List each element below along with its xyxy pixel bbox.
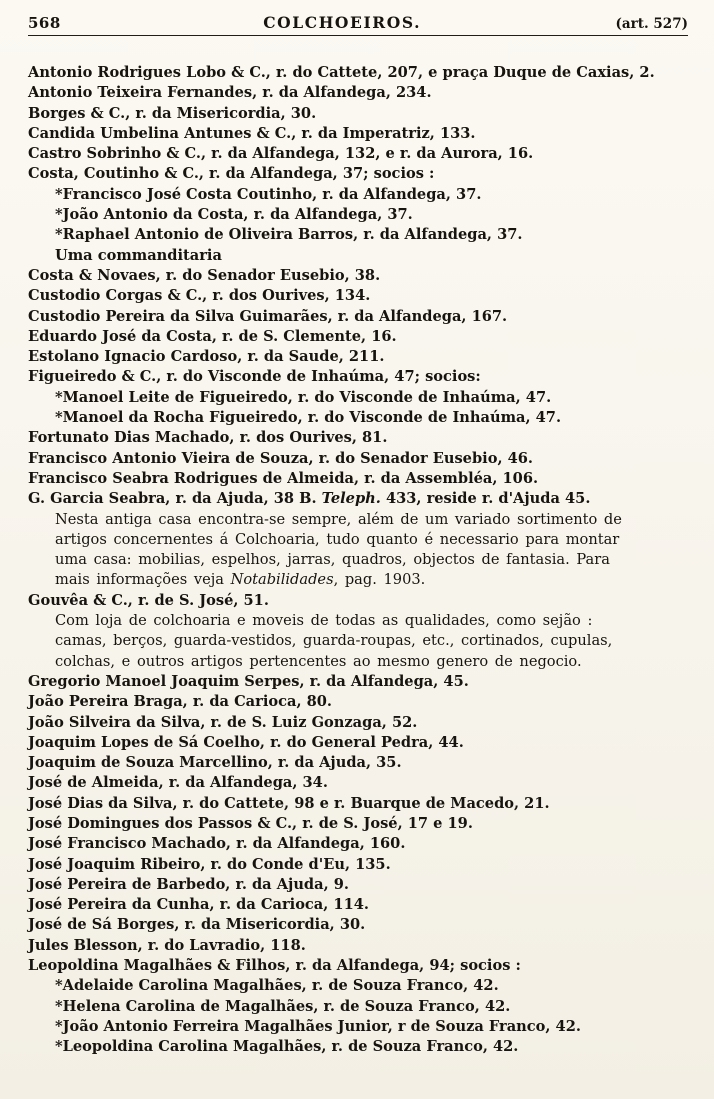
line-text: Com loja de colchoaria e moveis de todas as qualidades, como sejão : xyxy=(55,612,593,630)
listing-line xyxy=(28,713,688,733)
line-text: José de Almeida, r. da Alfandega, 34. xyxy=(28,774,328,792)
line-text: José Dias da Silva, r. do Cattete, 98 e r. Buarque de Macedo, 21. xyxy=(28,794,550,812)
listing-line xyxy=(28,855,688,875)
listing-line xyxy=(28,997,688,1017)
line-text: uma casa: mobilias, espelhos, jarras, quadros, objectos de fantasia. Para xyxy=(55,551,610,569)
listing-line xyxy=(28,449,688,469)
line-text: *Francisco José Costa Coutinho, r. da Alfandega, 37. xyxy=(55,185,482,203)
listing-line xyxy=(28,510,688,530)
listing-line xyxy=(28,672,688,692)
listing-line xyxy=(28,733,688,753)
line-text: Candida Umbelina Antunes & C., r. da Imperatriz, 133. xyxy=(28,124,476,142)
listing-line xyxy=(28,286,688,306)
listing-line xyxy=(28,428,688,448)
line-text: artigos concernentes á Colchoaria, tudo quanto é necessario para montar xyxy=(55,530,620,548)
listing-line xyxy=(28,124,688,144)
line-text: Eduardo José da Costa, r. de S. Clemente, 16. xyxy=(28,327,397,345)
line-text: José Domingues dos Passos & C., r. de S. José, 17 e 19. xyxy=(28,814,473,832)
line-text: Custodio Pereira da Silva Guimarães, r. da Alfandega, 167. xyxy=(28,307,508,325)
line-text: Gouvêa & C., r. de S. José, 51. xyxy=(28,591,269,609)
line-text: José Pereira de Barbedo, r. da Ajuda, 9. xyxy=(28,875,349,893)
listing-line xyxy=(28,185,688,205)
listing-line xyxy=(28,327,688,347)
line-text: Costa, Coutinho & C., r. da Alfandega, 37; socios : xyxy=(28,165,435,183)
line-text: Antonio Teixeira Fernandes, r. da Alfandega, 234. xyxy=(28,84,432,102)
line-text: Figueiredo & C., r. do Visconde de Inhaúma, 47; socios: xyxy=(28,368,481,386)
listing-line xyxy=(28,469,688,489)
line-text: Francisco Seabra Rodrigues de Almeida, r. da Assembléa, 106. xyxy=(28,469,539,487)
line-text: mais informações veja xyxy=(55,571,231,589)
line-text: G. Garcia Seabra, r. da Ajuda, 38 B. xyxy=(28,490,322,508)
listing-line xyxy=(28,1037,688,1057)
listing-line xyxy=(28,753,688,773)
listing-line xyxy=(28,266,688,286)
line-text: *João Antonio da Costa, r. da Alfandega, 37. xyxy=(55,206,413,224)
line-text: Nesta antiga casa encontra-se sempre, além de um variado sortimento de xyxy=(55,510,622,528)
listing-line xyxy=(28,834,688,854)
listing-line xyxy=(28,652,688,672)
line-text: João Pereira Braga, r. da Carioca, 80. xyxy=(28,693,333,711)
page-title: COLCHOEIROS. xyxy=(263,13,422,32)
line-text: Antonio Rodrigues Lobo & C., r. do Cattete, 207, e praça Duque de Caxias, 2. xyxy=(28,64,655,81)
listing-line xyxy=(28,814,688,834)
line-text: *Adelaide Carolina Magalhães, r. de Souza Franco, 42. xyxy=(55,977,499,995)
listing-line xyxy=(28,936,688,956)
line-text: *João Antonio Ferreira Magalhães Junior, r de Souza Franco, 42. xyxy=(55,1017,581,1035)
listing-line xyxy=(28,164,688,184)
article-ref: (art. 527) xyxy=(615,16,688,32)
listing-line xyxy=(28,104,688,124)
directory-listing xyxy=(28,63,688,1058)
line-text: Jules Blesson, r. do Lavradio, 118. xyxy=(28,936,306,954)
listing-line xyxy=(28,1017,688,1037)
listing-line xyxy=(28,550,688,570)
listing-line xyxy=(28,692,688,712)
line-text-italic: Teleph. xyxy=(321,490,381,508)
line-text: José Joaquim Ribeiro, r. do Conde d'Eu, 135. xyxy=(28,855,391,873)
listing-line xyxy=(28,773,688,793)
line-text: Joaquim Lopes de Sá Coelho, r. do General Pedra, 44. xyxy=(28,733,464,751)
listing-line xyxy=(28,225,688,245)
listing-line xyxy=(28,347,688,367)
page-header xyxy=(28,13,688,32)
listing-line xyxy=(28,956,688,976)
line-text: Fortunato Dias Machado, r. dos Ourives, 81. xyxy=(28,429,388,447)
listing-line xyxy=(28,63,688,83)
listing-line xyxy=(28,895,688,915)
listing-line xyxy=(28,915,688,935)
listing-line xyxy=(28,530,688,550)
listing-line xyxy=(28,591,688,611)
line-text: Leopoldina Magalhães & Filhos, r. da Alfandega, 94; socios : xyxy=(28,957,521,975)
line-text: Francisco Antonio Vieira de Souza, r. do Senador Eusebio, 46. xyxy=(28,449,534,467)
line-text: colchas, e outros artigos pertencentes ao mesmo genero de negocio. xyxy=(55,652,582,670)
listing-line xyxy=(28,570,688,590)
listing-line xyxy=(28,489,688,509)
listing-line xyxy=(28,408,688,428)
header-rule xyxy=(28,35,688,36)
listing-line xyxy=(28,794,688,814)
line-text: Joaquim de Souza Marcellino, r. da Ajuda, 35. xyxy=(28,754,402,772)
listing-line xyxy=(28,875,688,895)
line-text: *Raphael Antonio de Oliveira Barros, r. da Alfandega, 37. xyxy=(55,226,523,244)
listing-line xyxy=(28,367,688,387)
listing-line xyxy=(28,205,688,225)
line-text: *Leopoldina Carolina Magalhães, r. de Souza Franco, 42. xyxy=(55,1038,519,1056)
line-text: *Manoel da Rocha Figueiredo, r. do Visconde de Inhaúma, 47. xyxy=(55,409,562,427)
listing-line xyxy=(28,631,688,651)
line-text: Borges & C., r. da Misericordia, 30. xyxy=(28,104,317,122)
line-text: Estolano Ignacio Cardoso, r. da Saude, 211. xyxy=(28,348,385,366)
line-text: José de Sá Borges, r. da Misericordia, 30. xyxy=(28,916,366,934)
listing-line xyxy=(28,246,688,266)
line-text: Gregorio Manoel Joaquim Serpes, r. da Alfandega, 45. xyxy=(28,672,469,690)
listing-line xyxy=(28,83,688,103)
line-text: Custodio Corgas & C., r. dos Ourives, 134. xyxy=(28,287,371,305)
line-text: camas, berços, guarda-vestidos, guarda-roupas, etc., cortinados, cupulas, xyxy=(55,632,613,650)
line-text: Castro Sobrinho & C., r. da Alfandega, 132, e r. da Aurora, 16. xyxy=(28,145,534,163)
line-text: José Francisco Machado, r. da Alfandega, 160. xyxy=(28,835,406,853)
line-text: José Pereira da Cunha, r. da Carioca, 114. xyxy=(28,896,369,914)
line-text: , pag. 1903. xyxy=(333,571,426,589)
line-text-italic: Notabilidades xyxy=(230,571,334,589)
line-text: João Silveira da Silva, r. de S. Luiz Gonzaga, 52. xyxy=(28,713,418,731)
line-text: 433, reside r. d'Ajuda 45. xyxy=(380,490,591,508)
listing-line xyxy=(28,307,688,327)
listing-line xyxy=(28,388,688,408)
listing-line xyxy=(28,144,688,164)
listing-line xyxy=(28,976,688,996)
page-number: 568 xyxy=(28,14,61,32)
line-text: *Manoel Leite de Figueiredo, r. do Visconde de Inhaúma, 47. xyxy=(55,388,552,406)
line-text: Uma commanditaria xyxy=(55,246,222,264)
line-text: Costa & Novaes, r. do Senador Eusebio, 38. xyxy=(28,266,381,284)
line-text: *Helena Carolina de Magalhães, r. de Souza Franco, 42. xyxy=(55,997,511,1015)
listing-line xyxy=(28,611,688,631)
